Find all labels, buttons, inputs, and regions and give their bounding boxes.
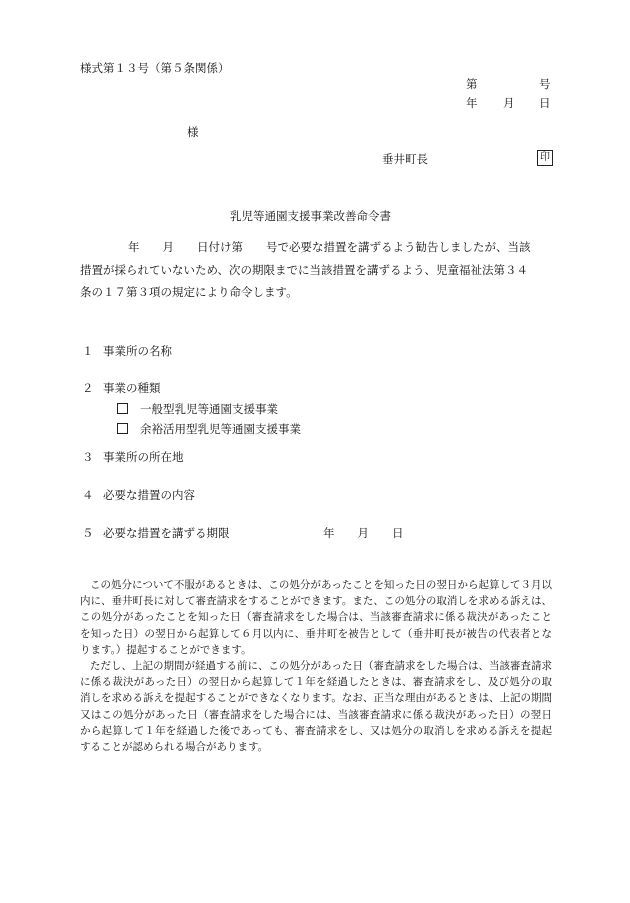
item-3-label: 事業所の所在地 xyxy=(103,450,184,464)
item-5-date: 年 月 日 xyxy=(323,526,404,540)
body-line-3: 条の１７第３項の規定により命令します。 xyxy=(80,285,298,299)
appeal-notice-paragraph-2: ただし、上記の期間が経過する前に、この処分があった日（審査請求をした場合は、当該審査請求に係る裁決があった日）の翌日から起算して１年を経過したときは、審査請求をし、及び処分の取消しを求める訴えを提起することができなくなります。なお、正当な理由があるときは、上記の期間又はこの処分があった日（審査請求をした場合には、当該審査請求に係る裁決があった日）の翌日から起算して１年を経過した後であっても、審査請求をし、又は処分の取消しを求める訴えを提起することが認められる場合があります。 xyxy=(80,660,552,754)
addressee-suffix: 様 xyxy=(187,125,199,139)
body-line-2: 措置が採られていないため、次の期限までに当該措置を講ずるよう、児童福祉法第３４ xyxy=(80,262,529,277)
item-5-number: ５ xyxy=(82,526,94,540)
issuer-name: 垂井町長 xyxy=(382,152,428,166)
item-2-number: ２ xyxy=(82,381,94,395)
option-surplus xyxy=(117,421,301,437)
date-year: 年 xyxy=(466,96,478,110)
date-day: 日 xyxy=(539,96,551,110)
checkbox-icon[interactable] xyxy=(117,403,128,414)
item-1-number: １ xyxy=(82,344,94,358)
item-4-label: 必要な措置の内容 xyxy=(103,488,195,502)
doc-number-prefix: 第 xyxy=(466,77,478,91)
body-paragraph xyxy=(80,236,550,304)
option-general-label: 一般型乳児等通園支援事業 xyxy=(140,402,278,416)
checkbox-icon[interactable] xyxy=(117,423,128,434)
option-general xyxy=(117,401,278,417)
item-5-label: 必要な措置を講ずる期限 xyxy=(103,526,230,540)
document-title: 乳児等通園支援事業改善命令書 xyxy=(230,209,391,223)
item-3-number: ３ xyxy=(82,450,94,464)
item-2-label: 事業の種類 xyxy=(103,381,161,395)
item-4-number: ４ xyxy=(82,488,94,502)
doc-number-suffix: 号 xyxy=(539,77,551,91)
date-month: 月 xyxy=(503,96,515,110)
appeal-notice-paragraph-1: この処分について不服があるときは、この処分があったことを知った日の翌日から起算して３月以内に、垂井町長に対して審査請求をすることができます。また、この処分の取消しを求める訴えは、この処分があったことを知った日（審査請求をした場合は、当該審査請求に係る裁決があったことを知った日）の翌日から起算して６月以内に、垂井町を被告として（垂井町長が被告の代表者となります。）提起することができます。 xyxy=(80,579,552,656)
seal-mark: 印 xyxy=(537,150,553,166)
form-number: 様式第１３号（第５条関係） xyxy=(80,61,230,75)
option-surplus-label: 余裕活用型乳児等通園支援事業 xyxy=(140,422,301,436)
appeal-notice xyxy=(80,577,552,755)
body-line-1: 年 月 日付け第 号で必要な措置を講ずるよう勧告しましたが、当該 xyxy=(128,240,531,254)
item-1-label: 事業所の名称 xyxy=(103,344,172,358)
